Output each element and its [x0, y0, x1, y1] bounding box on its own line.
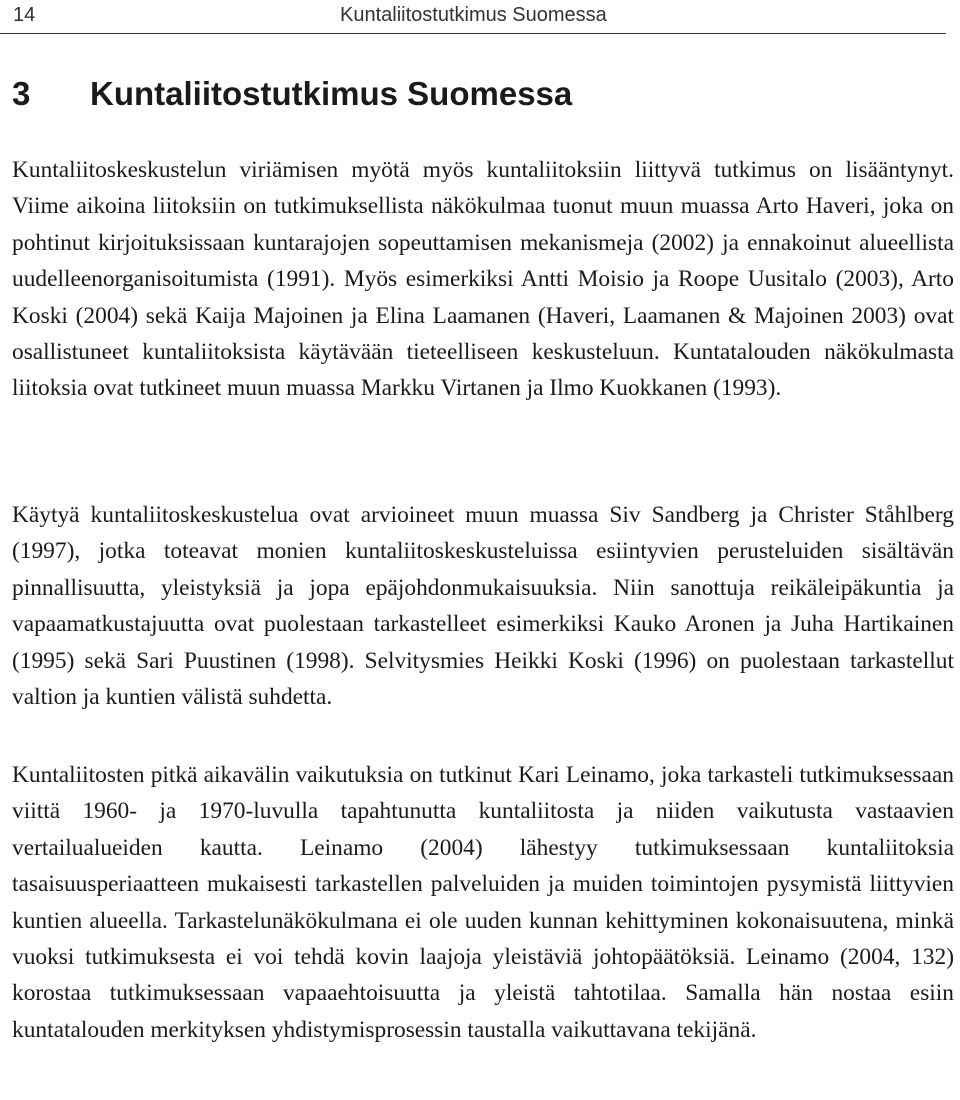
chapter-heading	[12, 74, 572, 114]
chapter-title: Kuntaliitostutkimus Suomessa	[90, 75, 573, 112]
body-paragraph: Kuntaliitoskeskustelun viriämisen myötä myös kuntaliitoksiin liittyvä tutkimus on lisääntynyt. Viime aikoina liitoksiin on tutkimuksellista näkökulmaa tuonut muun muassa Arto Haveri, joka on pohtinut kirjoituksissaan kuntarajojen sopeuttamisen mekanismeja (2002) ja ennakoinut alueellista uudelleenorganisoitumista (1991). Myös esimerkiksi Antti Moisio ja Roope Uusitalo (2003), Arto Koski (2004) sekä Kaija Majoinen ja Elina Laamanen (Haveri, Laamanen & Majoinen 2003) ovat osallistuneet kuntaliitoksista käytävään tieteelliseen keskusteluun. Kuntatalouden näkökulmasta liitoksia ovat tutkineet muun muassa Markku Virtanen ja Ilmo Kuokkanen (1993).	[12, 157, 954, 402]
body-paragraph: Käytyä kuntaliitoskeskustelua ovat arvioineet muun muassa Siv Sandberg ja Christer Ståhlberg (1997), jotka toteavat monien kuntaliitoskeskusteluissa esiintyvien perusteluiden sisältävän pinnallisuutta, yleistyksiä ja jopa epäjohdonmukaisuuksia. Niin sanottuja reikäleipäkuntia ja vapaamatkustajuutta ovat puolestaan tarkastelleet esimerkiksi Kauko Aronen ja Juha Hartikainen (1995) sekä Sari Puustinen (1998). Selvitysmies Heikki Koski (1996) on puolestaan tarkastellut valtion ja kuntien välistä suhdetta.	[12, 502, 954, 711]
running-title: Kuntaliitostutkimus Suomessa	[340, 4, 607, 26]
running-header	[0, 0, 946, 34]
chapter-number: 3	[12, 75, 31, 112]
page-number: 14	[13, 4, 36, 26]
body-paragraph: Kuntaliitosten pitkä aikavälin vaikutuksia on tutkinut Kari Leinamo, joka tarkasteli tutkimuksessaan viittä 1960- ja 1970-luvulla tapahtunutta kuntaliitosta ja niiden vaikutusta vastaavien vertailualueiden kautta. Leinamo (2004) lähestyy tutkimuksessaan kuntaliitoksia tasaisuusperiaatteen mukaisesti tarkastellen palveluiden ja muiden toimintojen pysymistä liittyvien kuntien alueella. Tarkastelunäkökulmana ei ole uuden kunnan kehittyminen kokonaisuutena, minkä vuoksi tutkimuksesta ei voi tehdä kovin laajoja yleistäviä johtopäätöksiä. Leinamo (2004, 132) korostaa tutkimuksessaan vapaaehtoisuutta ja yleistä tahtotilaa. Samalla hän nostaa esiin kuntatalouden merkityksen yhdistymisprosessin taustalla vaikuttavana tekijänä.	[12, 762, 954, 1043]
